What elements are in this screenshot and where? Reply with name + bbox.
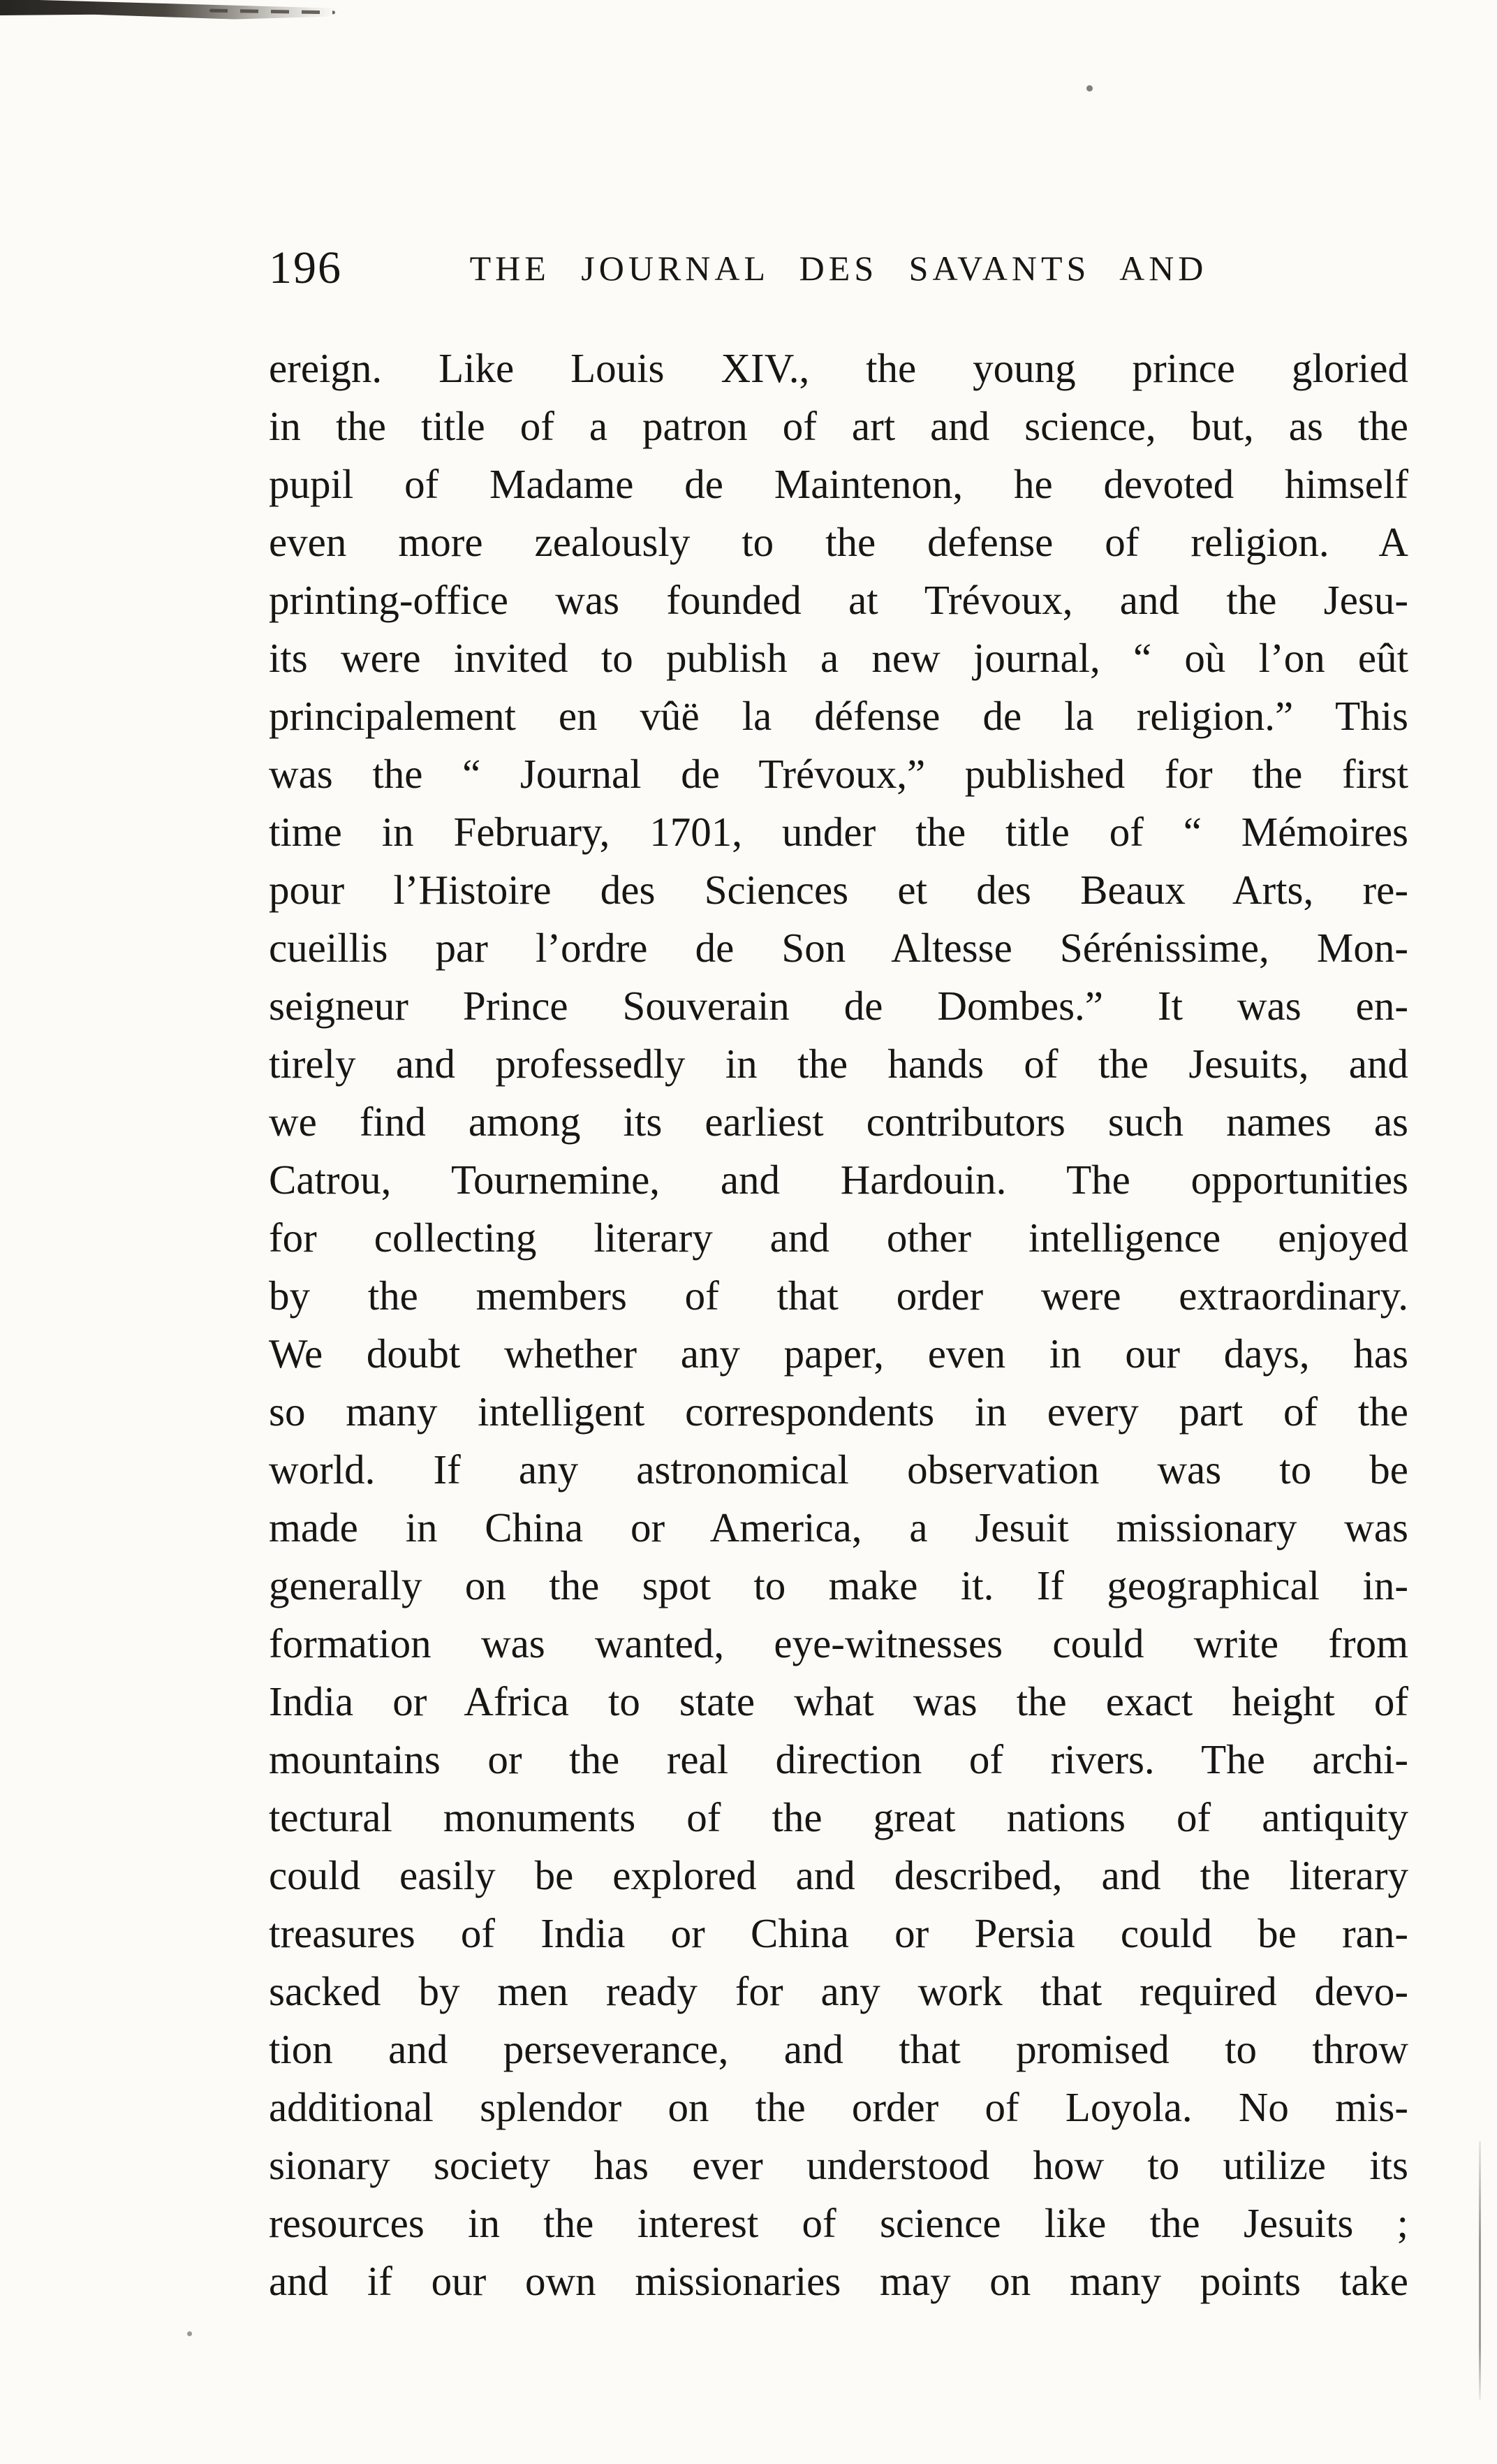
text-line: tion and perseverance, and that promised to throw bbox=[269, 2026, 1408, 2072]
text-line: mountains or the real direction of rivers. The archi- bbox=[269, 1736, 1408, 1782]
scan-artifact-right-edge bbox=[1479, 2141, 1481, 2400]
text-line: pour l’Histoire des Sciences et des Beaux Arts, re- bbox=[269, 867, 1408, 913]
text-line: made in China or America, a Jesuit missionary was bbox=[269, 1504, 1408, 1550]
text-line: its were invited to publish a new journal, “ où l’on eût bbox=[269, 635, 1408, 681]
text-line: printing-office was founded at Trévoux, and the Jesu- bbox=[269, 577, 1408, 623]
text-line: so many intelligent correspondents in every part of the bbox=[269, 1388, 1408, 1435]
text-line: could easily be explored and described, and the literary bbox=[269, 1852, 1408, 1898]
page-number: 196 bbox=[269, 242, 342, 293]
text-line: was the “ Journal de Trévoux,” published for the first bbox=[269, 751, 1408, 797]
text-line: formation was wanted, eye-witnesses could write from bbox=[269, 1620, 1408, 1666]
running-head: THE JOURNAL DES SAVANTS AND bbox=[469, 249, 1208, 288]
text-line: world. If any astronomical observation was to be bbox=[269, 1446, 1408, 1493]
text-line: ereign. Like Louis XIV., the young prince gloried bbox=[269, 345, 1408, 391]
text-block bbox=[269, 339, 1408, 2310]
text-line: even more zealously to the defense of religion. A bbox=[269, 519, 1408, 565]
text-line: seigneur Prince Souverain de Dombes.” It was en- bbox=[269, 983, 1408, 1029]
text-line: Catrou, Tournemine, and Hardouin. The opportunities bbox=[269, 1157, 1408, 1203]
text-line: by the members of that order were extraordinary. bbox=[269, 1273, 1408, 1319]
text-line: time in February, 1701, under the title of “ Mémoires bbox=[269, 809, 1408, 855]
page-content bbox=[269, 236, 1408, 2310]
text-line: we find among its earliest contributors such names as bbox=[269, 1099, 1408, 1145]
scan-speckle-top-right bbox=[1086, 85, 1093, 91]
text-line: treasures of India or China or Persia could be ran- bbox=[269, 1910, 1408, 1956]
text-line: generally on the spot to make it. If geographical in- bbox=[269, 1562, 1408, 1608]
text-line: India or Africa to state what was the exact height of bbox=[269, 1678, 1408, 1724]
text-line: tirely and professedly in the hands of the Jesuits, and bbox=[269, 1041, 1408, 1087]
text-line: cueillis par l’ordre de Son Altesse Sérénissime, Mon- bbox=[269, 925, 1408, 971]
text-line: We doubt whether any paper, even in our days, has bbox=[269, 1330, 1408, 1377]
scan-speckle-bottom-left bbox=[187, 2331, 192, 2336]
text-line: sionary society has ever understood how to utilize its bbox=[269, 2142, 1408, 2188]
text-line: in the title of a patron of art and science, but, as the bbox=[269, 403, 1408, 449]
text-line: principalement en vûë la défense de la religion.” This bbox=[269, 693, 1408, 739]
text-line: for collecting literary and other intelligence enjoyed bbox=[269, 1215, 1408, 1261]
text-line: tectural monuments of the great nations of antiquity bbox=[269, 1794, 1408, 1840]
page-header bbox=[269, 236, 1408, 300]
text-line: sacked by men ready for any work that required devo- bbox=[269, 1968, 1408, 2014]
text-line: additional splendor on the order of Loyola. No mis- bbox=[269, 2084, 1408, 2130]
text-line: resources in the interest of science like the Jesuits ; bbox=[269, 2200, 1408, 2246]
text-line: and if our own missionaries may on many points take bbox=[269, 2258, 1408, 2304]
text-line: pupil of Madame de Maintenon, he devoted himself bbox=[269, 461, 1408, 507]
